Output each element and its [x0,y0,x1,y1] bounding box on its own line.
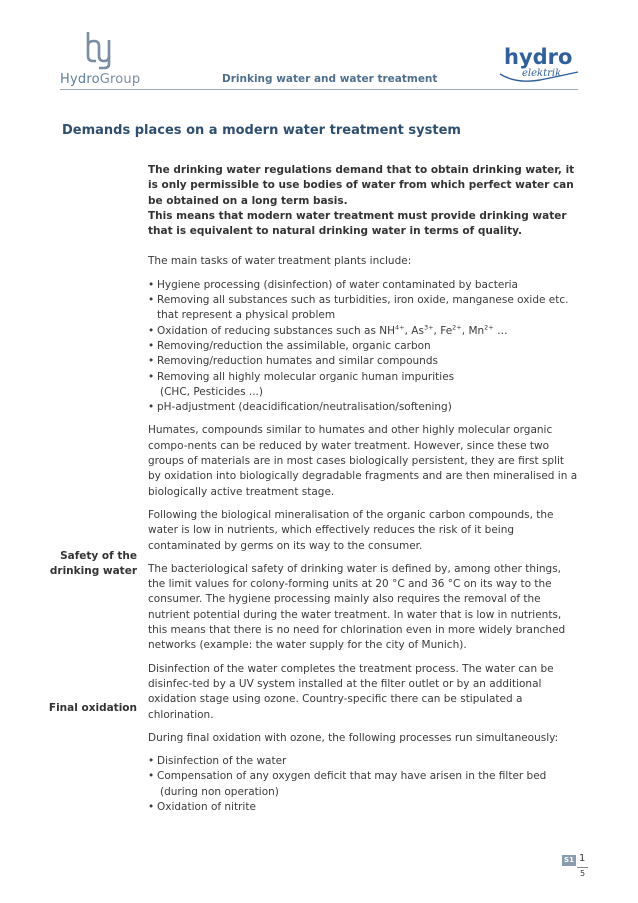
page-title: Demands places on a modern water treatment system [62,123,461,138]
list-item [148,278,580,293]
header-title: Drinking water and water treatment [222,73,438,85]
superscript: 3+ [423,323,434,332]
list-item-text: Oxidation of reducing substances such as NH [157,324,396,337]
main-content [148,163,580,823]
list-item-text: pH-adjustment (deacidification/neutralisation/softening) [157,401,452,414]
list-item-text: Removing all substances such as turbidities, iron oxide, manganese oxide etc. that represent a physical problem [157,294,569,322]
hydrogroup-logo [60,30,150,85]
final-oxidation-list [148,754,580,815]
intro-sentence: The drinking water regulations demand that to obtain drinking water, it is only permissible to use bodies of water from which perfect water can be obtained on a long term basis. [148,164,575,207]
safety-paragraph: The bacteriological safety of drinking water is defined by, among other things, the limit values for colony-forming units at 20 °C and 36 °C on its way to the consumer. The hygiene processing mainly also requires the removal of the nutrient potential during the water treatment. In water that is low in nutrients, this means that there is no need for chlorination even in more widely branched networks (example: the water supply for the city of Munich). [148,562,566,652]
list-item [148,800,580,815]
list-item-text: As [411,324,424,337]
list-item-text: Fe [440,324,453,337]
intro-block [148,163,580,239]
list-item-subtext: (during non operation) [160,785,279,798]
list-item-text: Mn [468,324,485,337]
hydrogroup-mark-icon [82,30,114,70]
list-item-text: Removing all highly molecular organic human impurities [157,370,455,383]
logo-text-elektrik: elektrik [522,68,562,79]
superscript: 2+ [452,323,462,332]
list-item-text: Compensation of any oxygen deficit that may have arisen in the filter bed [157,770,547,783]
logo-text-hydro-brand: hydro [504,45,573,69]
list-item-text: Removing/reduction the assimilable, organic carbon [157,339,431,352]
page-number-divider [577,867,588,868]
hydro-elektrik-mark-icon [496,40,582,90]
section-badge: S1 [562,855,576,866]
list-item [148,354,580,369]
list-item-text: Hygiene processing (disinfection) of water contaminated by bacteria [157,278,518,291]
tasks-heading: The main tasks of water treatment plants include: [148,255,412,268]
final-oxidation-paragraph: During final oxidation with ozone, the following processes run simultaneously: [148,731,559,744]
list-item [148,400,580,415]
list-item [148,339,580,354]
list-item-text: Removing/reduction humates and similar compounds [157,355,438,368]
side-label-safety: Safety of the drinking water [49,550,137,578]
logo-text-hydro: Hydro [60,72,100,87]
list-item-text: … [493,324,508,337]
list-item-subtext: (CHC, Pesticides ...) [160,385,263,398]
intro-sentence: This means that modern water treatment must provide drinking water that is equivalent to natural drinking water in terms of quality. [148,209,567,238]
page-number-sub: 5 [580,869,586,878]
list-item [148,293,580,324]
superscript: 2+ [484,323,494,332]
list-item [148,754,580,769]
page-header [0,0,638,100]
tasks-list [148,278,580,416]
disinfection-paragraph: Disinfection of the water completes the treatment process. The water can be disinfec-ted by a UV system installed at the filter outlet or by an additional oxidation stage using ozone. Country-specific there can be stipulated a chlorination. [148,662,554,721]
side-label-final-oxidation: Final oxidation [48,702,137,714]
logo-text-group: Group [99,72,141,87]
list-item [148,769,580,800]
page-number-main: 1 [579,853,586,864]
list-item [148,370,580,401]
hydro-elektrik-logo [496,40,582,90]
page-number [562,853,588,883]
hydrogroup-wordmark [60,72,140,87]
list-item-text: Oxidation of nitrite [157,800,256,813]
mineralisation-paragraph: Following the biological mineralisation of the organic carbon compounds, the water is low in nutrients, which effectively reduces the risk of it being contaminated by germs on its way to the consumer. [148,508,554,552]
superscript: 4+ [395,323,405,332]
humates-paragraph: Humates, compounds similar to humates and other highly molecular organic compo-nents can be reduced by water treatment. However, since these two groups of materials are in most cases biologically persistent, they are first split by oxidation into biologically degradable fragments and are then mineralised in a biologically active treatment stage. [148,424,578,498]
list-item: • Oxidation of reducing substances such as $NH^{4+}$, $As^{3+}$, $Fe^{2+}$, $Mn^{2+}$ … [148,324,580,339]
list-item-text: Disinfection of the water [157,755,287,768]
